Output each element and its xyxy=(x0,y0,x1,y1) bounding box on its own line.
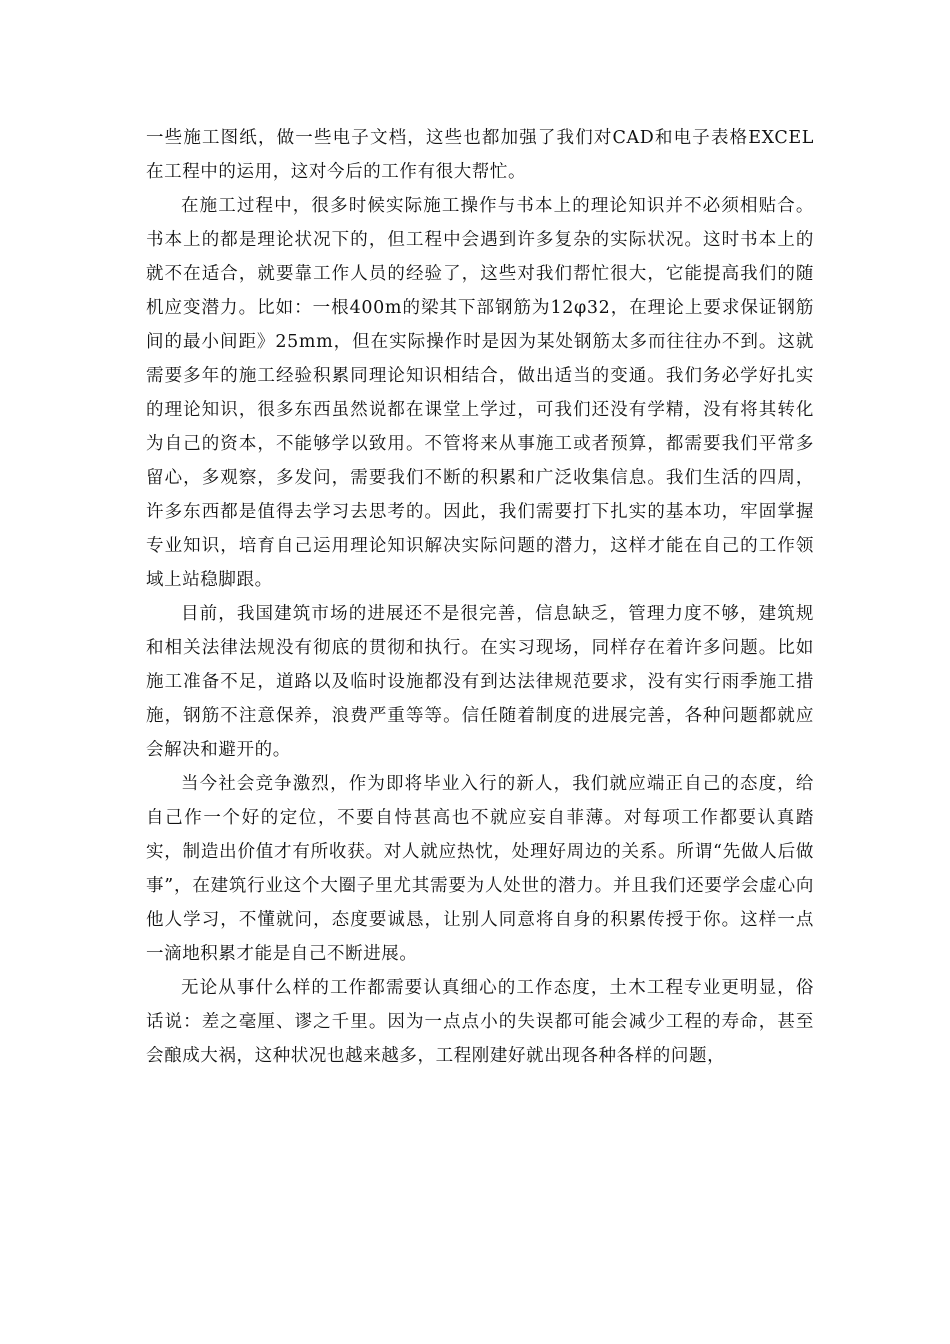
document-body xyxy=(146,121,814,1073)
paragraph-theory-practice: 在施工过程中，很多时候实际施工操作与书本上的理论知识并不必须相贴合。书本上的都是理论状况下的，但工程中会遇到许多复杂的实际状况。这时书本上的就不在适合，就要靠工作人员的经验了，这些对我们帮忙很大，它能提高我们的随机应变潜力。比如：一根400m的梁其下部钢筋为12φ32，在理论上要求保证钢筋间的最小间距》25mm，但在实际操作时是因为某处钢筋太多而往往办不到。这就需要多年的施工经验积累同理论知识相结合，做出适当的变通。我们务必学好扎实的理论知识，很多东西虽然说都在课堂上学过，可我们还没有学精，没有将其转化为自己的资本，不能够学以致用。不管将来从事施工或者预算，都需要我们平常多留心，多观察，多发问，需要我们不断的积累和广泛收集信息。我们生活的四周，许多东西都是值得去学习去思考的。因此，我们需要打下扎实的基本功，牢固掌握专业知识，培育自己运用理论知识解决实际问题的潜力，这样才能在自己的工作领域上站稳脚跟。 xyxy=(146,196,814,590)
paragraph-market-status: 目前，我国建筑市场的进展还不是很完善，信息缺乏，管理力度不够，建筑规和相关法律法规没有彻底的贯彻和执行。在实习现场，同样存在着许多问题。比如施工准备不足，道路以及临时设施都没有到达法律规范要求，没有实行雨季施工措施，钢筋不注意保养，浪费严重等等。信任随着制度的进展完善，各种问题都就应会解决和避开的。 xyxy=(146,604,814,760)
paragraph-cad-excel: 一些施工图纸，做一些电子文档，这些也都加强了我们对CAD和电子表格EXCEL在工程中的运用，这对今后的工作有很大帮忙。 xyxy=(146,128,814,182)
paragraph-careful-work: 无论从事什么样的工作都需要认真细心的工作态度，土木工程专业更明显，俗话说：差之毫厘、谬之千里。因为一点点小的失误都可能会减少工程的寿命，甚至会酿成大祸，这种状况也越来越多，工程刚建好就出现各种各样的问题， xyxy=(146,978,814,1066)
paragraph-attitude: 当今社会竞争激烈，作为即将毕业入行的新人，我们就应端正自己的态度，给自己作一个好的定位，不要自恃甚高也不就应妄自菲薄。对每项工作都要认真踏实，制造出价值才有所收获。对人就应热忱，处理好周边的关系。所谓“先做人后做事”，在建筑行业这个大圈子里尤其需要为人处世的潜力。并且我们还要学会虚心向他人学习，不懂就问，态度要诚恳，让别人同意将自身的积累传授于你。这样一点一滴地积累才能是自己不断进展。 xyxy=(146,774,814,964)
